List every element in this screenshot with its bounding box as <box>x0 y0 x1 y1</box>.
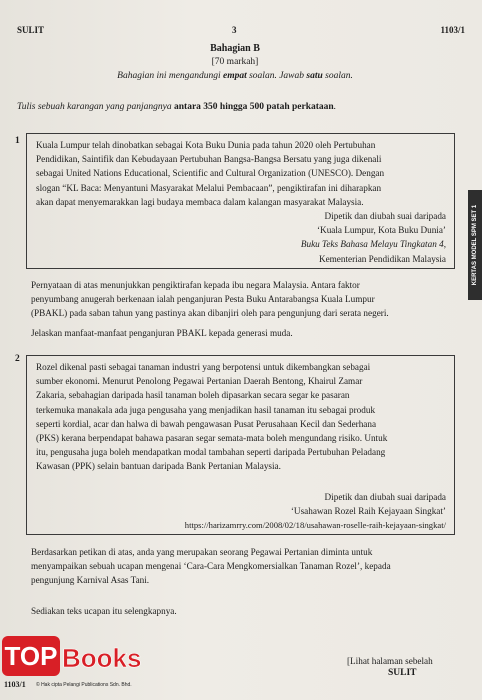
stimulus-line: (PKS) kerana berpendapat bahawa pasaran segar semata-mata boleh mengundang risiko. Untuk <box>36 433 388 444</box>
footer-next-page: [Lihat halaman sebelah <box>347 656 433 666</box>
question-2-stimulus-text <box>36 360 448 474</box>
essay-instruction: Tulis sebuah karangan yang panjangnya antara 350 hingga 500 patah perkataan. <box>17 102 337 112</box>
svg-text:Books: Books <box>62 643 142 673</box>
stimulus-line: sumber ekonomi. Menurut Penolong Pegawai Pertanian Daerah Bentong, Khairul Zamar <box>36 376 363 387</box>
question-1-paragraph <box>31 278 455 321</box>
question-2-task: Sediakan teks ucapan itu selengkapnya. <box>31 606 177 616</box>
question-1-source <box>146 209 446 266</box>
source-line: Buku Teks Bahasa Melayu Tingkatan 4, <box>300 239 446 250</box>
question-1-stimulus-text <box>36 138 448 209</box>
question-1-task: Jelaskan manfaat-manfaat penganjuran PBAKL kepada generasi muda. <box>31 328 293 338</box>
stimulus-line: seperti kordial, acar dan halwa di bawah pengawasan Pusat Perusahaan Kecil dan Sederhana <box>36 418 377 429</box>
section-marks: [70 markah] <box>211 57 259 67</box>
footer-sulit: SULIT <box>388 668 417 678</box>
section-title: Bahagian B <box>210 43 260 54</box>
paragraph-line: Pernyataan di atas menunjukkan pengiktirafan kepada ibu negara Malaysia. Antara faktor <box>31 280 360 290</box>
paragraph-line: (PBAKL) pada saban tahun yang pastinya akan dibanjiri oleh para pengunjung dari serata negeri. <box>31 308 389 319</box>
topbooks-logo-graphic <box>0 632 142 678</box>
paragraph-line: pengunjung Karnival Asas Tani. <box>31 575 150 586</box>
paper-code: 1103/1 <box>440 25 465 35</box>
stimulus-line: Pendidikan, Saintifik dan Kebudayaan Pertubuhan Bangsa-Bangsa Bersatu yang juga dikenali <box>36 154 382 165</box>
stimulus-line: Kuala Lumpur telah dinobatkan sebagai Kota Buku Dunia pada tahun 2020 oleh Pertubuhan <box>36 140 376 150</box>
topbooks-logo <box>0 632 142 678</box>
stimulus-line: itu, pengusaha juga boleh mendapatkan modal tambahan seperti daripada Pertubuhan Peladang <box>36 447 386 458</box>
source-line: https://harizamrry.com/2008/02/18/usahawan-roselle-raih-kejayaan-singkat/ <box>184 520 446 531</box>
source-line: ‘Usahawan Rozel Raih Kejayaan Singkat’ <box>290 506 446 517</box>
svg-text:TOP: TOP <box>4 641 58 671</box>
question-2-number: 2 <box>15 354 20 364</box>
header-sulit: SULIT <box>17 25 45 35</box>
page-number: 3 <box>232 25 237 35</box>
paragraph-line: menyampaikan sebuah ucapan mengenai ‘Cara-Cara Mengkomersialkan Tanaman Rozel’, kepada <box>31 561 391 572</box>
question-1-stimulus-box <box>26 133 455 269</box>
question-2-paragraph <box>31 545 455 588</box>
stimulus-line: Rozel dikenal pasti sebagai tanaman industri yang berpotensi untuk dikembangkan sebagai <box>36 362 371 372</box>
stimulus-line: Zakaria, sebahagian daripada hasil tanaman boleh dipasarkan secara segar ke pasaran <box>36 390 350 401</box>
side-tab-label: KERTAS MODEL SPM SET 1 <box>472 204 478 286</box>
source-line: Kementerian Pendidikan Malaysia <box>318 253 446 264</box>
question-2-stimulus-box <box>26 355 455 535</box>
stimulus-line: akan dapat menyemarakkan lagi budaya membaca dalam kalangan masyarakat Malaysia. <box>36 196 364 207</box>
stimulus-line: terkemuka manakala ada juga pengusaha yang menjadikan hasil tanaman itu sebagai produk <box>36 404 376 415</box>
footer-code: 1103/1 <box>4 680 26 689</box>
side-tab <box>468 190 482 300</box>
question-1-number: 1 <box>15 136 20 146</box>
source-line: Dipetik dan diubah suai daripada <box>324 492 446 502</box>
paragraph-line: Berdasarkan petikan di atas, anda yang merupakan seorang Pegawai Pertanian diminta untuk <box>31 547 373 557</box>
source-line: ‘Kuala Lumpur, Kota Buku Dunia’ <box>317 225 446 236</box>
source-line: Dipetik dan diubah suai daripada <box>324 211 446 221</box>
paragraph-line: penyumbang anugerah berkenaan ialah penganjuran Pesta Buku Antarabangsa Kuala Lumpur <box>31 294 375 305</box>
question-2-source <box>31 490 446 533</box>
stimulus-line: sebagai United Nations Educational, Scientific and Cultural Organization (UNESCO). Dengan <box>36 168 385 179</box>
stimulus-line: slogan “KL Baca: Menyantuni Masyarakat Melalui Pembacaan”, pengiktirafan ini diharapkan <box>36 182 382 193</box>
footer-copyright: © Hak cipta Pelangi Publications Sdn. Bhd. <box>36 682 132 688</box>
stimulus-line: Kawasan (PPK) selain bantuan daripada Bank Pertanian Malaysia. <box>36 461 281 472</box>
section-description: Bahagian ini mengandungi empat soalan. Jawab satu soalan. <box>117 71 353 81</box>
